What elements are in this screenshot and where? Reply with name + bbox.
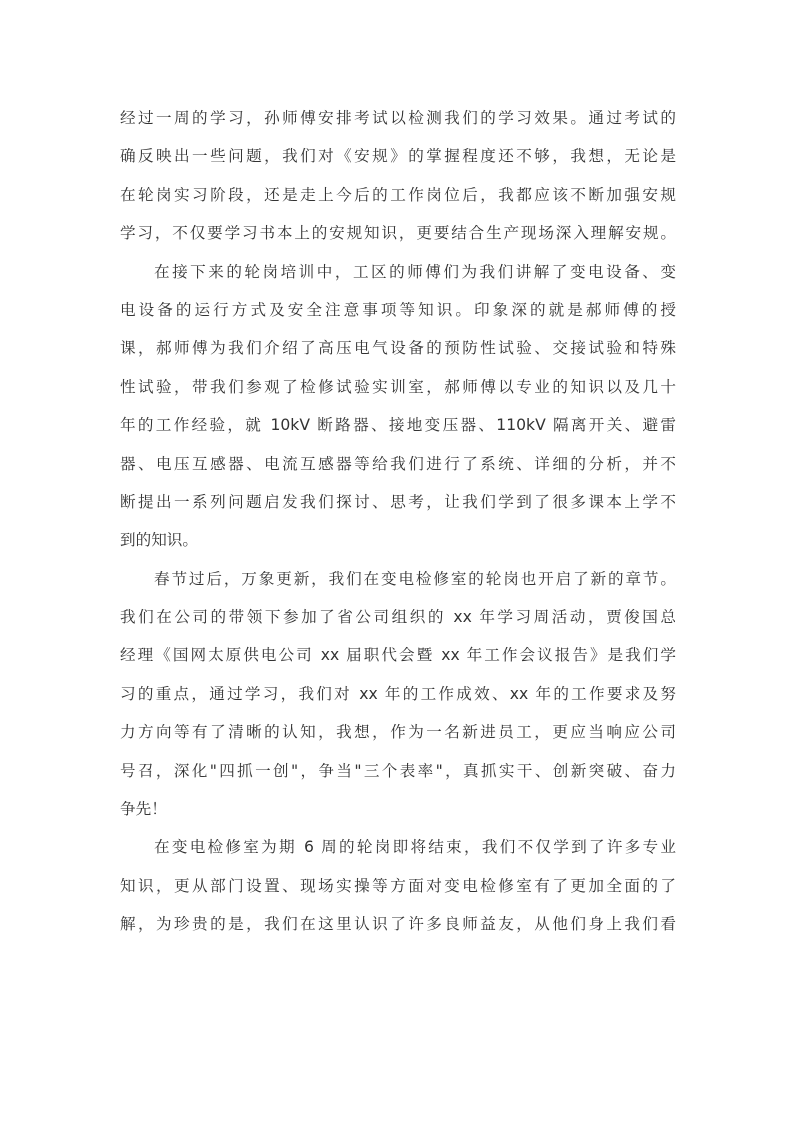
- text-line: 解，为珍贵的是，我们在这里认识了许多良师益友，从他们身上我们看: [120, 915, 676, 934]
- text-line: 力方向等有了清晰的认知，我想，作为一名新进员工，更应当响应公司: [120, 723, 676, 742]
- text-line: 在接下来的轮岗培训中，工区的师傅们为我们讲解了变电设备、变: [154, 262, 676, 281]
- text-line: 在轮岗实习阶段，还是走上今后的工作岗位后，我都应该不断加强安规: [120, 185, 676, 204]
- text-line: 器、电压互感器、电流互感器等给我们进行了系统、详细的分析，并不: [120, 454, 676, 473]
- text-line: 号召，深化"四抓一创"，争当"三个表率"，真抓实干、创新突破、奋力: [120, 761, 676, 780]
- text-line: 习的重点，通过学习，我们对 xx 年的工作成效、xx 年的工作要求及努: [120, 684, 676, 703]
- text-line: 电设备的运行方式及安全注意事项等知识。印象深的就是郝师傅的授: [120, 300, 676, 319]
- paragraph-1: [120, 104, 676, 258]
- text-line: 到的知识。: [120, 531, 198, 550]
- text-line: 争先！: [120, 800, 167, 819]
- paragraph-4: [120, 833, 676, 948]
- text-line: 课，郝师傅为我们介绍了高压电气设备的预防性试验、交接试验和特殊: [120, 339, 676, 358]
- text-line: 我们在公司的带领下参加了省公司组织的 xx 年学习周活动，贾俊国总: [120, 608, 676, 627]
- text-line: 确反映出一些问题，我们对《安规》的掌握程度还不够，我想，无论是: [120, 147, 676, 166]
- paragraph-3: [120, 565, 676, 834]
- text-line: 经过一周的学习，孙师傅安排考试以检测我们的学习效果。通过考试的: [120, 109, 676, 127]
- text-line: 在变电检修室为期 6 周的轮岗即将结束，我们不仅学到了许多专业: [154, 838, 676, 857]
- text-line: 知识，更从部门设置、现场实操等方面对变电检修室有了更加全面的了: [120, 876, 676, 895]
- document-page: [120, 104, 676, 949]
- text-line: 年的工作经验，就 10kV 断路器、接地变压器、110kV 隔离开关、避雷: [120, 416, 676, 435]
- text-line: 学习，不仅要学习书本上的安规知识，更要结合生产现场深入理解安规。: [120, 224, 676, 243]
- text-line: 经理《国网太原供电公司 xx 届职代会暨 xx 年工作会议报告》是我们学: [120, 646, 676, 665]
- paragraph-2: [120, 258, 676, 565]
- text-line: 性试验，带我们参观了检修试验实训室，郝师傅以专业的知识以及几十: [120, 377, 676, 396]
- text-line: 春节过后，万象更新，我们在变电检修室的轮岗也开启了新的章节。: [154, 569, 676, 588]
- text-line: 断提出一系列问题启发我们探讨、思考，让我们学到了很多课本上学不: [120, 492, 676, 511]
